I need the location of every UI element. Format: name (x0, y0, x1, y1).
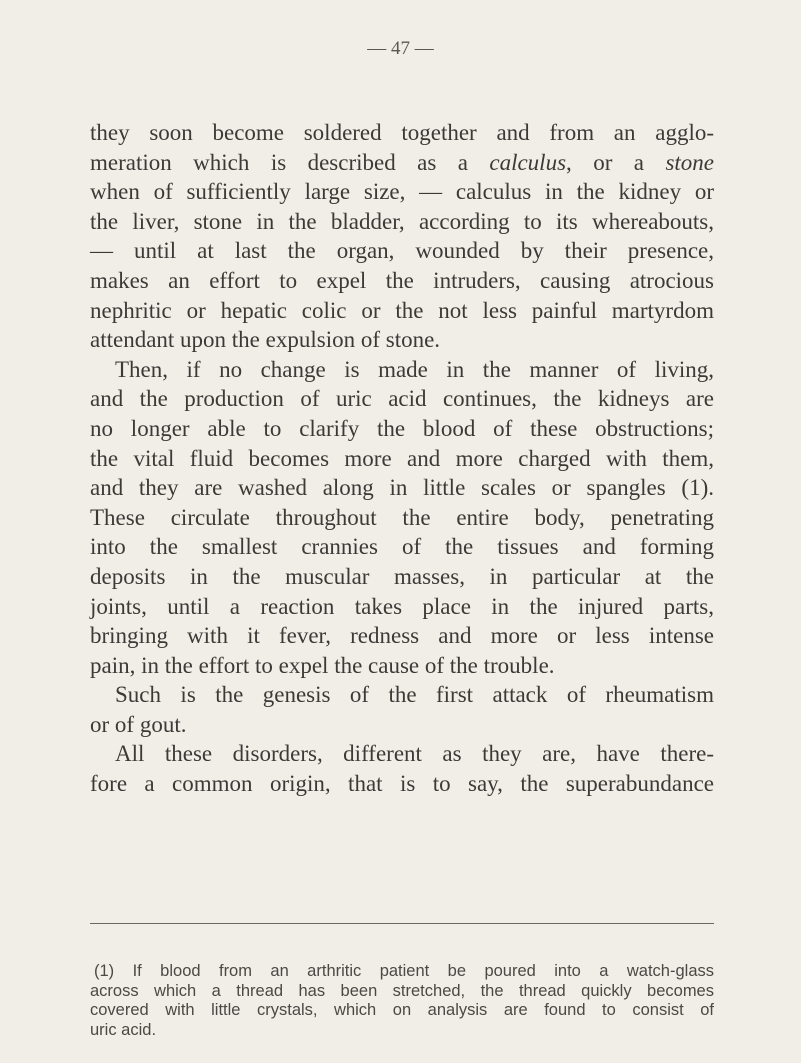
footnote-line-2: across which a thread has been stretched, the thread quickly becomes (90, 981, 714, 1000)
paragraph-2-line-10: bringing with it fever, redness and more or less intense (90, 623, 714, 649)
italic-term: calculus (489, 149, 567, 175)
paragraph-2-line-2: and the production of uric acid continues, the kidneys are (90, 386, 714, 412)
paragraph-1-line-7: nephritic or hepatic colic or the not less painful martyrdom (90, 297, 714, 323)
body-text (90, 118, 714, 799)
paragraph-2-line-9: joints, until a reaction takes place in the injured parts, (90, 593, 714, 619)
footnote-line-1: (1) If blood from an arthritic patient be poured into a watch-glass (94, 962, 714, 980)
italic-term: stone (665, 149, 714, 175)
paragraph-1-line-4: the liver, stone in the bladder, according to its whereabouts, (90, 208, 714, 234)
paragraph-1-line-3: when of sufficiently large size, — calculus in the kidney or (90, 179, 714, 205)
paragraph-2-line-1: Then, if no change is made in the manner of living, (115, 356, 714, 382)
paragraph-4-line-2: fore a common origin, that is to say, the superabundance (90, 771, 714, 797)
paragraph-1-line-6: makes an effort to expel the intruders, causing atrocious (90, 267, 714, 293)
paragraph-1-line-8: attendant upon the expulsion of stone. (90, 327, 441, 353)
paragraph-2-line-11: pain, in the effort to expel the cause of the trouble. (90, 652, 555, 678)
paragraph-4-line-1: All these disorders, different as they are, have there- (115, 741, 714, 767)
paragraph-3-line-2: or of gout. (90, 711, 187, 737)
footnote-line-3: covered with little crystals, which on analysis are found to consist of (90, 1001, 714, 1019)
paragraph-2-line-8: deposits in the muscular masses, in particular at the (90, 563, 714, 589)
footnote-divider (90, 923, 714, 924)
paragraph-3-line-1: Such is the genesis of the first attack of rheumatism (115, 682, 714, 708)
paragraph-2-line-7: into the smallest crannies of the tissues and forming (90, 534, 714, 560)
paragraph-1-line-2: meration which is described as a calculus, or a stone (90, 149, 714, 175)
paragraph-1-line-5: — until at last the organ, wounded by their presence, (90, 238, 714, 264)
paragraph-2-line-5: and they are washed along in little scales or spangles (1). (90, 475, 714, 501)
paragraph-2-line-4: the vital fluid becomes more and more charged with them, (90, 445, 714, 471)
page-number: — 47 — (367, 38, 434, 59)
paragraph-2-line-6: These circulate throughout the entire body, penetrating (90, 504, 714, 530)
footnote-line-4: uric acid. (90, 1020, 157, 1039)
footnote (90, 962, 714, 1040)
paragraph-1-line-1: they soon become soldered together and from an agglo- (90, 120, 714, 145)
paragraph-2-line-3: no longer able to clarify the blood of these obstructions; (90, 415, 714, 441)
